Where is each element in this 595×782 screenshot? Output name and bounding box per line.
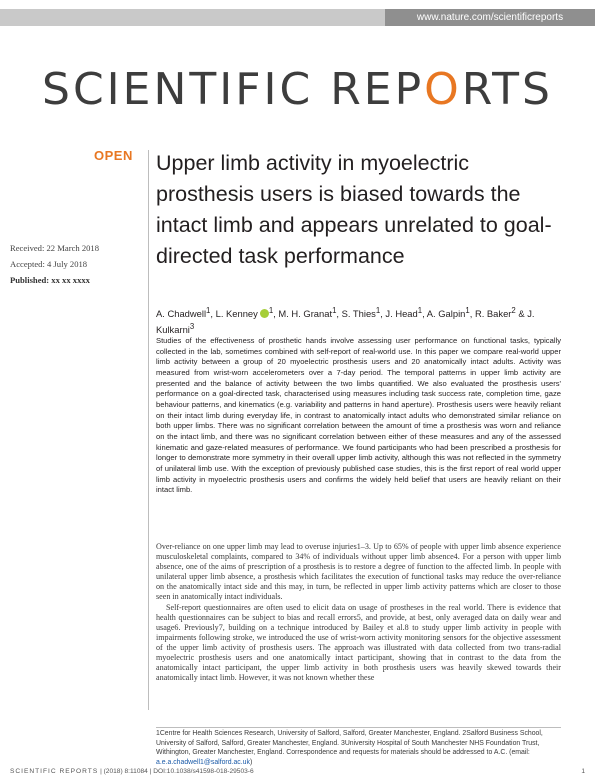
top-bar xyxy=(0,0,595,35)
accepted-date: Accepted: 4 July 2018 xyxy=(10,259,88,269)
author-name[interactable]: , S. Thies xyxy=(336,308,376,320)
journal-name xyxy=(0,60,595,120)
footer-citation: | (2018) 8:11084 | DOI:10.1038/s41598-018-29503-6 xyxy=(98,768,254,775)
author-name[interactable]: , M. H. Granat xyxy=(273,308,333,320)
author-affiliation-marker: 1 xyxy=(332,306,337,315)
author-affiliation-marker: 1 xyxy=(375,306,381,315)
open-access-label: OPEN xyxy=(94,148,133,163)
author-list xyxy=(156,304,556,336)
top-bar-gray-band xyxy=(0,9,385,26)
author-affiliation-marker: 1 xyxy=(465,306,470,315)
published-date: Published: xx xx xxxx xyxy=(10,275,90,285)
author-affiliation-marker: 3 xyxy=(189,322,195,332)
left-divider xyxy=(148,150,149,710)
received-date: Received: 22 March 2018 xyxy=(10,243,100,253)
author-affiliation-marker: 2 xyxy=(511,306,516,315)
author-name[interactable]: , J. Head xyxy=(380,308,418,320)
footer-journal: SCIENTIFIC REPORTS xyxy=(10,768,99,775)
body-paragraph: Over-reliance on one upper limb may lead to overuse injuries1–3. Up to 65% of people with upper limb absence experience musculoskeletal complaints, compared to 34% of individuals without upper limb absence4. For a person with upper limb absence, one of the aims of prescription of a prosthesis is to restore a degree of function to the affected limb. In people with unilateral upper limb absence, a prosthesis which facilitates the execution of functional tasks may reduce the over-reliance on the anatomically intact side and this may, in turn, be reflected in upper limb activity patterns which are closer to those seen in anatomically intact individuals. xyxy=(156,542,561,602)
page-number: 1 xyxy=(581,768,585,775)
author-affiliation-marker: 1 xyxy=(206,306,211,315)
author-affiliation-marker: 1 xyxy=(417,306,423,315)
journal-name-part2: RTS xyxy=(461,64,553,115)
author-name[interactable]: A. Chadwell xyxy=(156,308,207,320)
journal-url[interactable]: www.nature.com/scientificreports xyxy=(385,9,595,26)
author-name[interactable]: , A. Galpin xyxy=(422,308,466,320)
correspondence-email[interactable]: a.e.a.chadwell1@salford.ac.uk xyxy=(156,758,250,766)
abstract: Studies of the effectiveness of prosthetic hands involve assessing user performance on functional tasks, typically collected in the lab, sometimes combined with self-report of real-world use. In this paper we compare real-world upper limb activity between a group of 20 myoelectric prosthesis users and 20 anatomically intact adults. Activity was measured from wrist-worn accelerometers over a 7-day period. The temporal patterns in upper limb activity are presented and the balance of activity between the two limbs quantified. We also evaluated the prosthesis users' performance on a goal-directed task, characterised using measures including task success rate, completion time, gaze behaviour patterns, and kinematics (e.g. variability and patterns in hand aperture). Prosthesis users were heavily reliant on their intact limb during everyday life, in contrast to anatomically intact adults who demonstrated similar reliance on both upper limbs. There was no significant correlation between the amount of time a prosthesis was worn and reliance on the intact limb, and there was no significant correlation between either of these measures and any of the assessed kinematic and gaze-related measures of performance. We found participants who had been prescribed a prosthesis for longer to demonstrate more symmetry in their overall upper limb activity, although this was not reflected in the symmetry of unilateral limb use. With the exception of previously published case studies, this is the first report of real world upper limb activity in myoelectric prosthesis users and confirms the widely held belief that users are heavily reliant on their intact limb. xyxy=(156,336,561,495)
body-paragraph: Self-report questionnaires are often used to elicit data on usage of prostheses in the real world. There is evidence that health questionnaires can be subject to bias and recall errors5, and provide, at best, only averaged data on daily wear and usage6. Previously7, building on a technique introduced by Bailey et al.8 to study upper limb activity in people with impairments following stroke, we introduced the use of wrist-worn activity monitoring sensors for the objective assessment of the upper limb activity of prosthesis users. The approach was illustrated with data collected from two trans-radial myoelectric prosthesis users and one anatomically intact participant, showing that in contrast to the data from the anatomically intact participant, the upper limb activity in both prosthesis users was heavily skewed towards their anatomically intact limb. However, it was not known whether these xyxy=(156,602,561,683)
affiliation-close: ) xyxy=(249,758,253,766)
article-dates xyxy=(10,240,140,288)
author-affiliation-marker: 1 xyxy=(268,306,274,315)
article-title: Upper limb activity in myoelectric prosthesis users is biased towards the intact limb and appears unrelated to goal-directed task performance xyxy=(156,151,552,268)
page-footer xyxy=(10,768,585,775)
author-name[interactable]: , R. Baker xyxy=(469,308,512,320)
journal-name-part1: SCIENTIFIC REP xyxy=(42,64,425,115)
affiliation-text: 1Centre for Health Sciences Research, University of Salford, Salford, Greater Manchester, England. 2Salford Business School, University of Salford, Salford, Greater Manchester, England. 3University Hospital of South Manchester NHS Foundation Trust, Withington, Greater Manchester, England. Correspondence and requests for materials should be addressed to A.C. (email: xyxy=(156,730,543,757)
affiliation-divider xyxy=(156,727,561,728)
affiliations xyxy=(156,729,561,767)
author-name[interactable]: , L. Kenney xyxy=(210,308,258,320)
body-text xyxy=(156,542,561,683)
journal-name-o: O xyxy=(424,64,462,115)
orcid-icon[interactable] xyxy=(260,309,269,318)
author-name[interactable]: & J. Kulkarni xyxy=(156,308,535,336)
